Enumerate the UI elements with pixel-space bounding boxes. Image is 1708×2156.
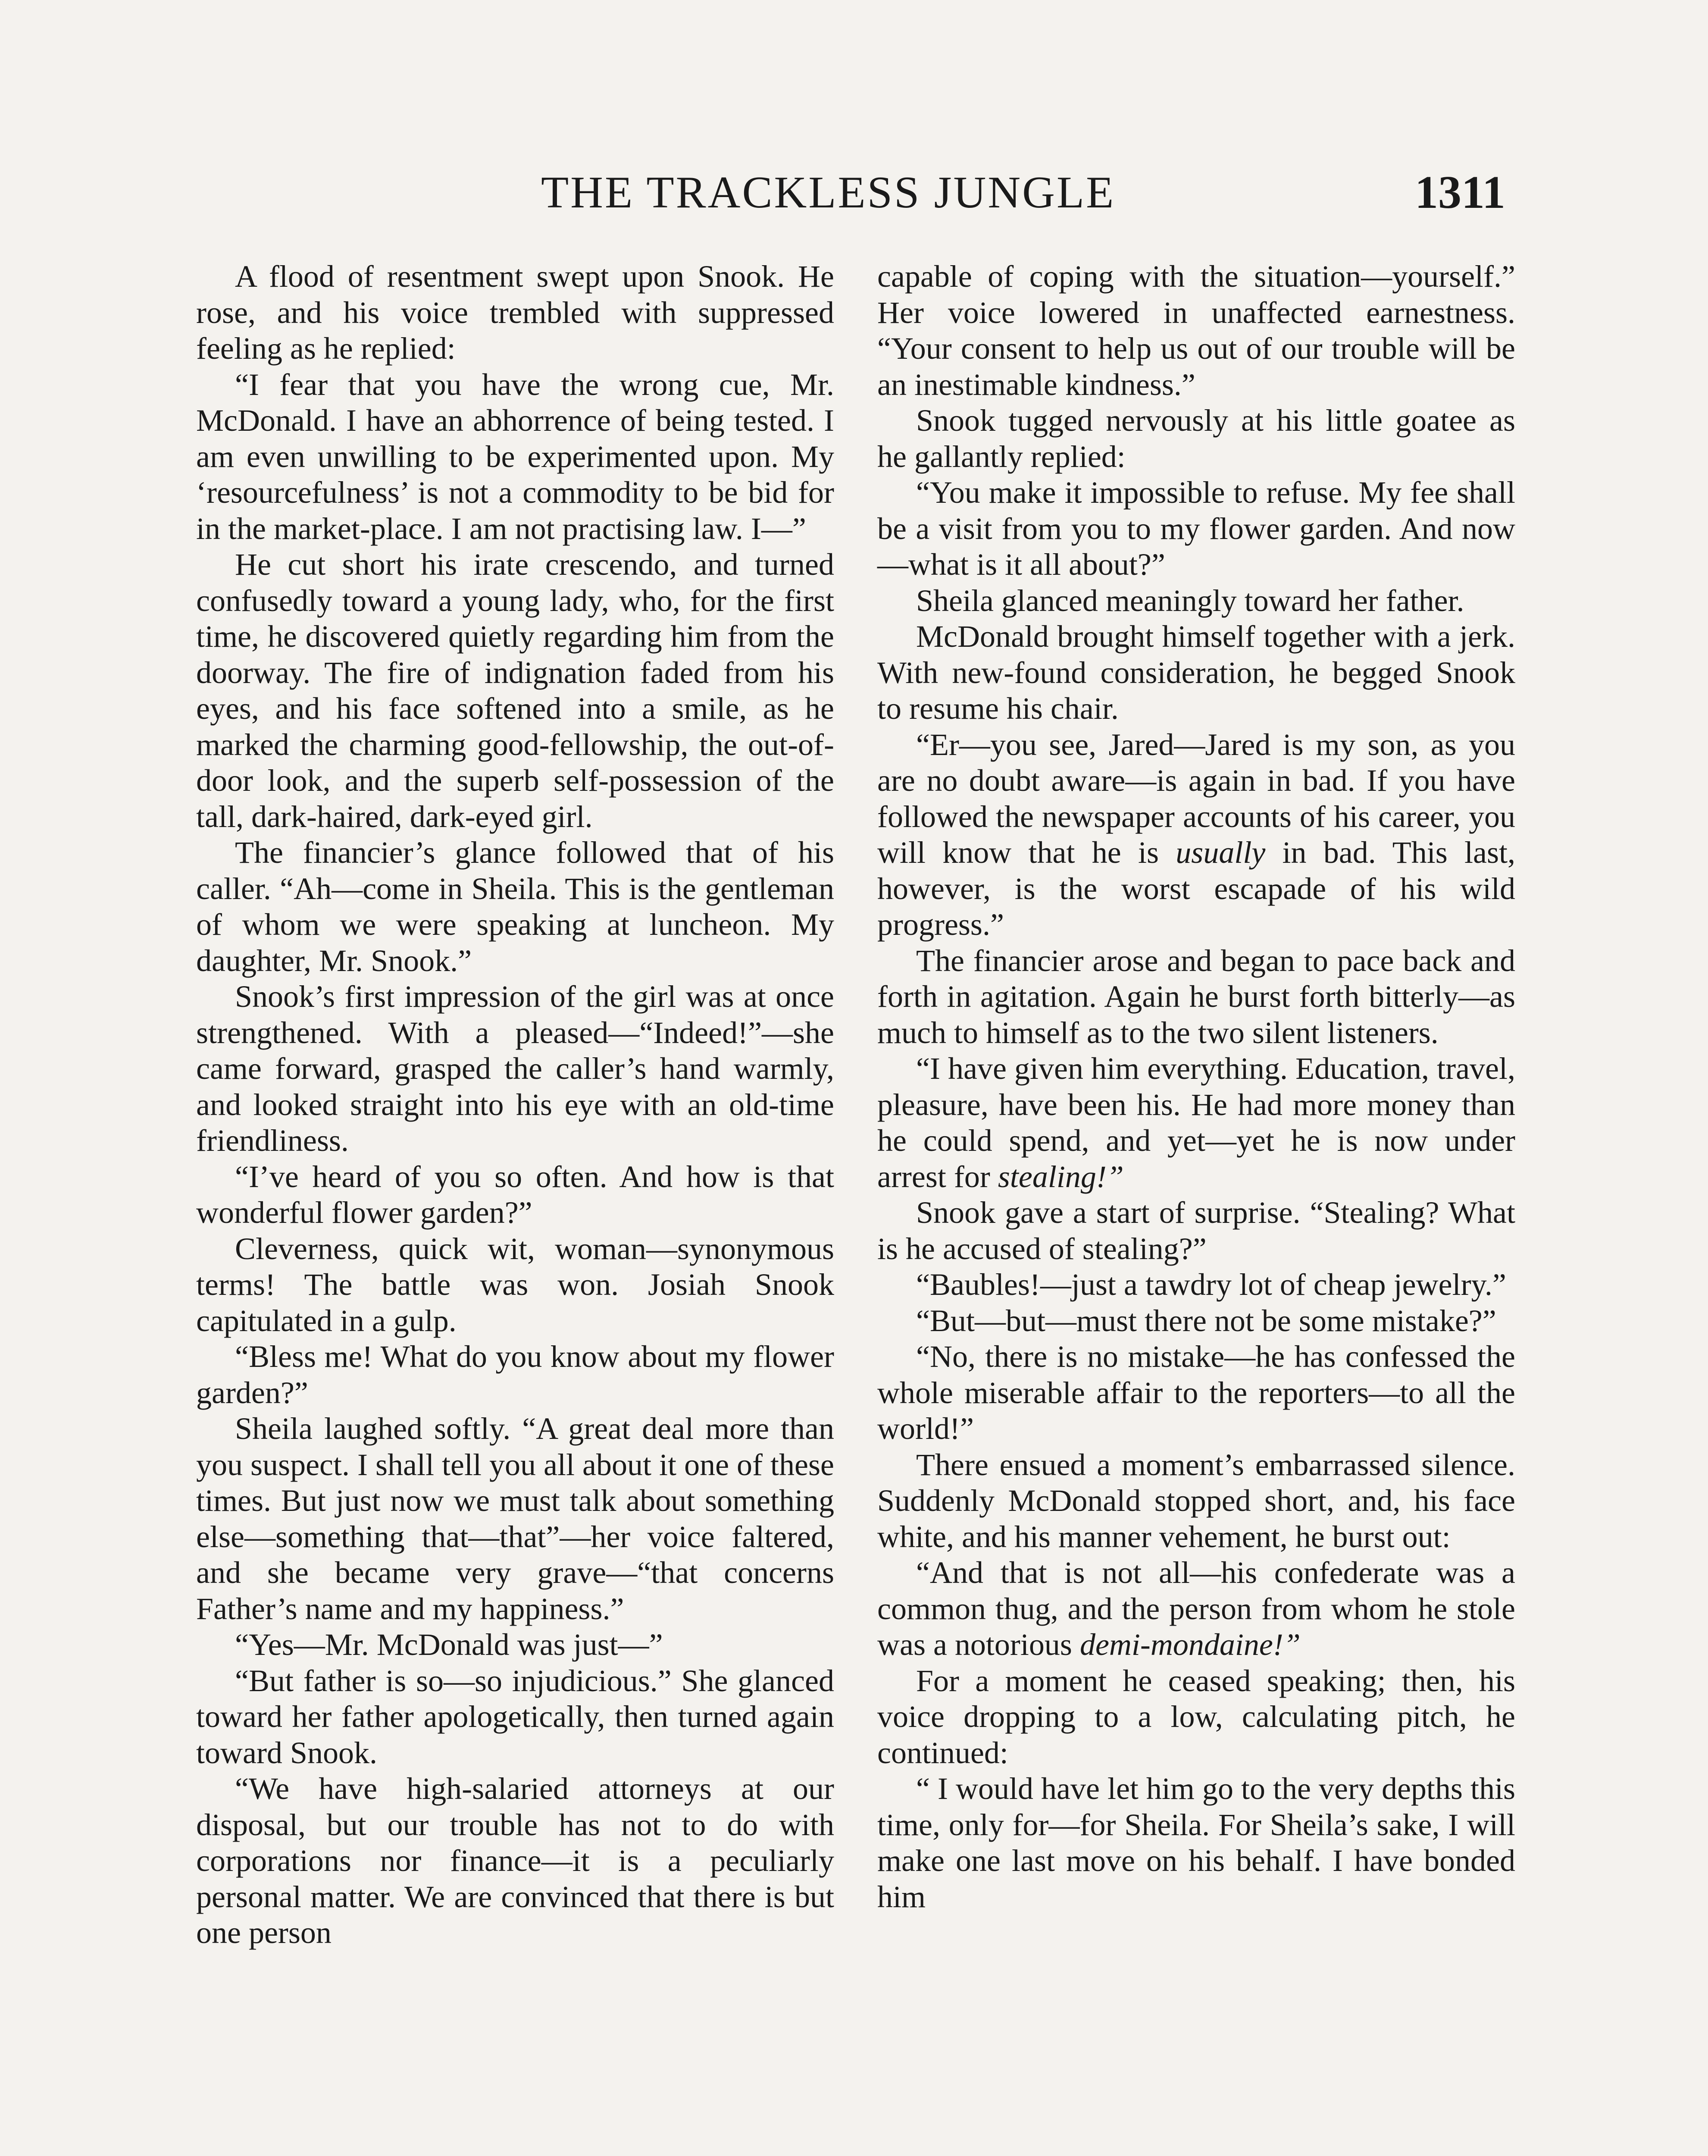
right-column bbox=[877, 259, 1515, 1915]
paragraph: Snook’s first impression of the girl was at once strengthened. With a pleased—“Indeed!”—she came forward, grasped the caller’s hand warmly, and looked straight into his eye with an old-time friendliness. bbox=[196, 979, 834, 1158]
left-column bbox=[196, 259, 834, 1951]
italic-run: demi-mondaine!” bbox=[1079, 1627, 1301, 1662]
paragraph bbox=[877, 1051, 1515, 1195]
text-run: in bad. This last, however, is the worst escapade of his wild progress.” bbox=[877, 835, 1515, 942]
paragraph: “We have high-salaried attorneys at our disposal, but our trouble has not to do with corporations nor finance—it is a peculiarly personal matter. We are convinced that there is but one person bbox=[196, 1771, 834, 1950]
paragraph: “Baubles!—just a tawdry lot of cheap jewelry.” bbox=[916, 1267, 1506, 1302]
text-run: “I have given him everything. Education, travel, pleasure, have been his. He had more money than he could spend, and yet—yet he is now under arrest for bbox=[877, 1051, 1515, 1194]
paragraph: “Bless me! What do you know about my flower garden?” bbox=[196, 1339, 834, 1410]
paragraph: A flood of resentment swept upon Snook. He rose, and his voice trembled with suppressed feeling as he replied: bbox=[196, 259, 834, 366]
page-number: 1311 bbox=[1414, 167, 1505, 218]
paragraph: There ensued a moment’s embarrassed silence. Suddenly McDonald stopped short, and, his face white, and his manner vehement, he burst out: bbox=[877, 1447, 1515, 1554]
paragraph: “But—but—must there not be some mistake?” bbox=[916, 1303, 1496, 1338]
paragraph bbox=[877, 727, 1515, 943]
paragraph: He cut short his irate crescendo, and turned confusedly toward a young lady, who, for the first time, he discovered quietly regarding him from the doorway. The fire of indignation faded from his eyes, and his face softened into a smile, as he marked the charming good-fellowship, the out-of-door look, and the superb self-possession of the tall, dark-haired, dark-eyed girl. bbox=[196, 547, 834, 834]
paragraph: The financier’s glance followed that of his caller. “Ah—come in Sheila. This is the gentleman of whom we were speaking at luncheon. My daughter, Mr. Snook.” bbox=[196, 835, 834, 978]
paragraph: “You make it impossible to refuse. My fee shall be a visit from you to my flower garden. And now—what is it all about?” bbox=[877, 475, 1515, 582]
paragraph: Snook tugged nervously at his little goatee as he gallantly replied: bbox=[877, 403, 1515, 474]
paragraph: “ I would have let him go to the very depths this time, only for—for Sheila. For Sheila’s sake, I will make one last move on his behalf. I have bonded him bbox=[877, 1771, 1515, 1914]
paragraph: McDonald brought himself together with a jerk. With new-found consideration, he begged Snook to resume his chair. bbox=[877, 619, 1515, 726]
paragraph-continuation: capable of coping with the situation—yourself.” Her voice lowered in unaffected earnestness. “Your consent to help us out of our trouble will be an inestimable kindness.” bbox=[877, 259, 1515, 402]
paragraph: Sheila glanced meaningly toward her father. bbox=[916, 583, 1464, 618]
paragraph: “Yes—Mr. McDonald was just—” bbox=[235, 1627, 663, 1662]
paragraph: For a moment he ceased speaking; then, his voice dropping to a low, calculating pitch, he continued: bbox=[877, 1663, 1515, 1770]
paragraph: “I fear that you have the wrong cue, Mr. McDonald. I have an abhorrence of being tested. I am even unwilling to be experimented upon. My ‘resourcefulness’ is not a commodity to be bid for in the market-place. I am not practising law. I—” bbox=[196, 367, 834, 546]
italic-run: stealing!” bbox=[998, 1159, 1124, 1194]
paragraph: “I’ve heard of you so often. And how is that wonderful flower garden?” bbox=[196, 1159, 834, 1230]
running-head: THE TRACKLESS JUNGLE bbox=[541, 167, 1116, 217]
paragraph: Cleverness, quick wit, woman—synonymous terms! The battle was won. Josiah Snook capitulated in a gulp. bbox=[196, 1231, 834, 1338]
paragraph: Sheila laughed softly. “A great deal more than you suspect. I shall tell you all about it one of these times. But just now we must talk about something else—something that—that”—her voice faltered, and she became very grave—“that concerns Father’s name and my happiness.” bbox=[196, 1411, 834, 1626]
paragraph: “But father is so—so injudicious.” She glanced toward her father apologetically, then turned again toward Snook. bbox=[196, 1663, 834, 1770]
italic-run: usually bbox=[1176, 835, 1266, 870]
paragraph: “No, there is no mistake—he has confessed the whole miserable affair to the reporters—to all the world!” bbox=[877, 1339, 1515, 1446]
paragraph bbox=[877, 1555, 1515, 1663]
text-run: “And that is not all—his confederate was a common thug, and the person from whom he stole was a notorious bbox=[877, 1555, 1515, 1662]
text-run: “Er—you see, Jared—Jared is my son, as you are no doubt aware—is again in bad. If you have followed the newspaper accounts of his career, you will know that he is bbox=[877, 727, 1515, 870]
paragraph: Snook gave a start of surprise. “Stealing? What is he accused of stealing?” bbox=[877, 1195, 1515, 1266]
paragraph: The financier arose and began to pace back and forth in agitation. Again he burst forth bitterly—as much to himself as to the two silent listeners. bbox=[877, 943, 1515, 1050]
